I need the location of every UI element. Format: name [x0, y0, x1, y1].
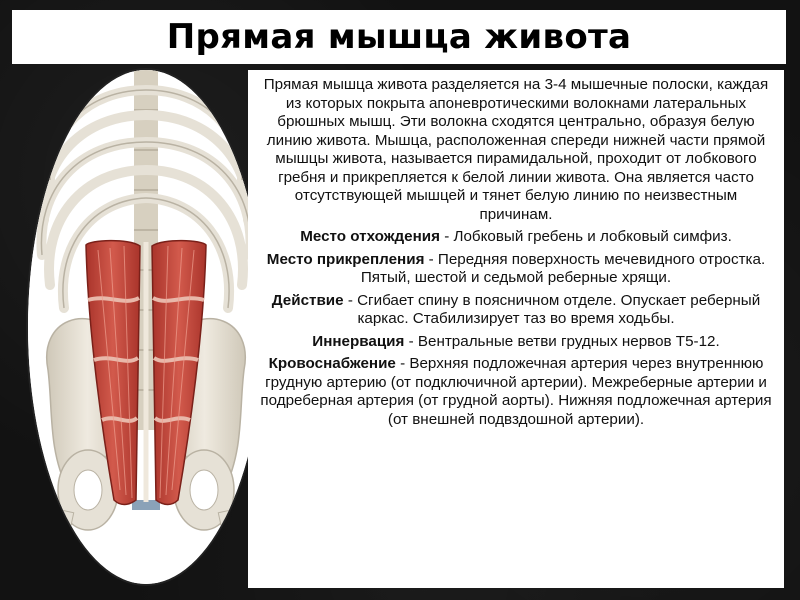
section-label: Действие: [271, 291, 344, 309]
section-label: Место прикрепления: [266, 250, 425, 268]
section-insertion: [258, 251, 774, 288]
section-text: - Верхняя подложечная артерия через внутреннюю грудную артерию (от подключичной артерии). Межреберные артерии и подреберная артерия (от грудной аорты). Нижняя подложечная артерия (от внешней подвздошной артерии).: [260, 355, 772, 428]
section-blood-supply: [258, 355, 774, 429]
section-action: [258, 292, 774, 329]
page-title: Прямая мышца живота: [166, 17, 632, 57]
section-origin: [258, 228, 774, 247]
anatomy-illustration: [28, 70, 264, 584]
section-innervation: [258, 333, 774, 352]
section-text: - Вентральные ветви грудных нервов Т5-12.: [404, 332, 720, 350]
section-label: Иннервация: [312, 332, 405, 350]
section-label: Кровоснабжение: [268, 355, 396, 372]
abdomen-skeleton-image: [28, 70, 264, 584]
section-text: - Лобковый гребень и лобковый симфиз.: [439, 228, 732, 245]
description-panel: [248, 70, 784, 588]
section-text: - Передняя поверхность мечевидного отростка. Пятый, шестой и седьмой реберные хрящи.: [360, 250, 766, 286]
section-label: Место отхождения: [300, 228, 440, 245]
description-text: Прямая мышца живота разделяется на 3-4 мышечные полоски, каждая из которых покрыта апоневротическими волокнами латеральных брюшных мышц. Эти волокна сходятся центрально, образуя белую линию живота. Мышца, расположенная спереди нижней части прямой мышцы живота, называется пирамидальной, проходит от лобкового гребня и прикрепляется к белой линии живота. Она является часто отсутствующей мышцей и тянет белую линию по неизвестным причинам.: [263, 76, 769, 223]
title-bar: [12, 10, 786, 64]
section-text: - Сгибает спину в поясничном отделе. Опускает реберный каркас. Стабилизирует таз во время ходьбы.: [343, 291, 761, 327]
